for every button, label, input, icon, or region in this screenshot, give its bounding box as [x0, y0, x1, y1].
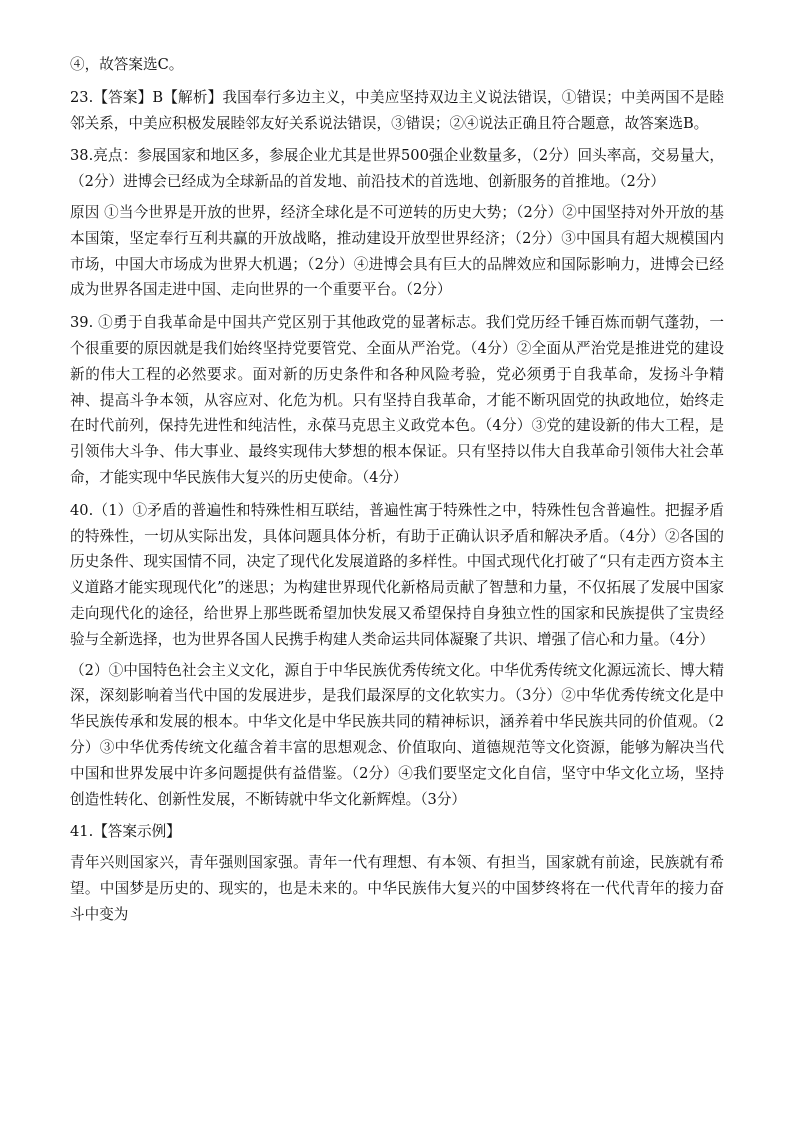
answer-38-reasons: 原因 ①当今世界是开放的世界，经济全球化是不可逆转的历史大势；（2分）②中国坚持对外开放的基本国策，坚定奉行互利共赢的开放战略，推动建设开放型世界经济；（2分）③中国具有超大规模国内市场，中国大市场成为世界大机遇；（2分）④进博会具有巨大的品牌效应和国际影响力，进博会已经成为世界各国走进中国、走向世界的一个重要平台。（2分）: [70, 203, 724, 299]
answer-40-part-2: （2）①中国特色社会主义文化，源自于中华民族优秀传统文化。中华优秀传统文化源远流长、博大精深，深刻影响着当代中国的发展进步，是我们最深厚的文化软实力。（3分）②中华优秀传统文化是中华民族传承和发展的根本。中华文化是中华民族共同的精神标识，涵养着中华民族共同的价值观。（2分）③中华优秀传统文化蕴含着丰富的思想观念、价值取向、道德规范等文化资源，能够为解决当代中国和世界发展中许多问题提供有益借鉴。（2分）④我们要坚定文化自信，坚守中华文化立场，坚持创造性转化、创新性发展，不断铸就中华文化新辉煌。（3分）: [70, 661, 724, 808]
answer-38-highlights: 38.亮点：参展国家和地区多，参展企业尤其是世界500强企业数量多，（2分）回头率高，交易量大，（2分）进博会已经成为全球新品的首发地、前沿技术的首选地、创新服务的首推地。（2分）: [70, 147, 724, 191]
answer-41-heading: 41.【答案示例】: [70, 823, 181, 841]
answer-23: 23.【答案】B【解析】我国奉行多边主义，中美应坚持双边主义说法错误，①错误；中美两国不是睦邻关系，中美应积极发展睦邻友好关系说法错误，③错误；②④说法正确且符合题意，故答案选B。: [70, 88, 724, 132]
answer-40-part-1: 40.（1）①矛盾的普遍性和特殊性相互联结，普遍性寓于特殊性之中，特殊性包含普遍性。把握矛盾的特殊性，一切从实际出发，具体问题具体分析，有助于正确认识矛盾和解决矛盾。（4分）②各国的历史条件、现实国情不同，决定了现代化发展道路的多样性。中国式现代化打破了“只有走西方资本主义道路才能实现现代化”的迷思；为构建世界现代化新格局贡献了智慧和力量，不仅拓展了发展中国家走向现代化的途径，给世界上那些既希望加快发展又希望保持自身独立性的国家和民族提供了宝贵经验与全新选择，也为世界各国人民携手构建人类命运共同体凝聚了共识、增强了信心和力量。（4分）: [70, 501, 724, 648]
answer-22-tail: ④，故答案选C。: [70, 56, 184, 73]
answer-41-body: 青年兴则国家兴，青年强则国家强。青年一代有理想、有本领、有担当，国家就有前途，民族就有希望。中国梦是历史的、现实的，也是未来的。中华民族伟大复兴的中国梦终将在一代代青年的接力奋斗中变为: [70, 854, 724, 923]
answer-39: 39. ①勇于自我革命是中国共产党区别于其他政党的显著标志。我们党历经千锤百炼而朝气蓬勃，一个很重要的原因就是我们始终坚持党要管党、全面从严治党。（4分）②全面从严治党是推进党的建设新的伟大工程的必然要求。面对新的历史条件和各种风险考验，党必须勇于自我革命，发扬斗争精神、提高斗争本领，从容应对、化危为机。只有坚持自我革命，才能不断巩固党的执政地位，始终走在时代前列，保持先进性和纯洁性，永葆马克思主义政党本色。（4分）③党的建设新的伟大工程，是引领伟大斗争、伟大事业、最终实现伟大梦想的根本保证。只有坚持以伟大自我革命引领伟大社会革命，才能实现中华民族伟大复兴的历史使命。（4分）: [70, 314, 724, 486]
